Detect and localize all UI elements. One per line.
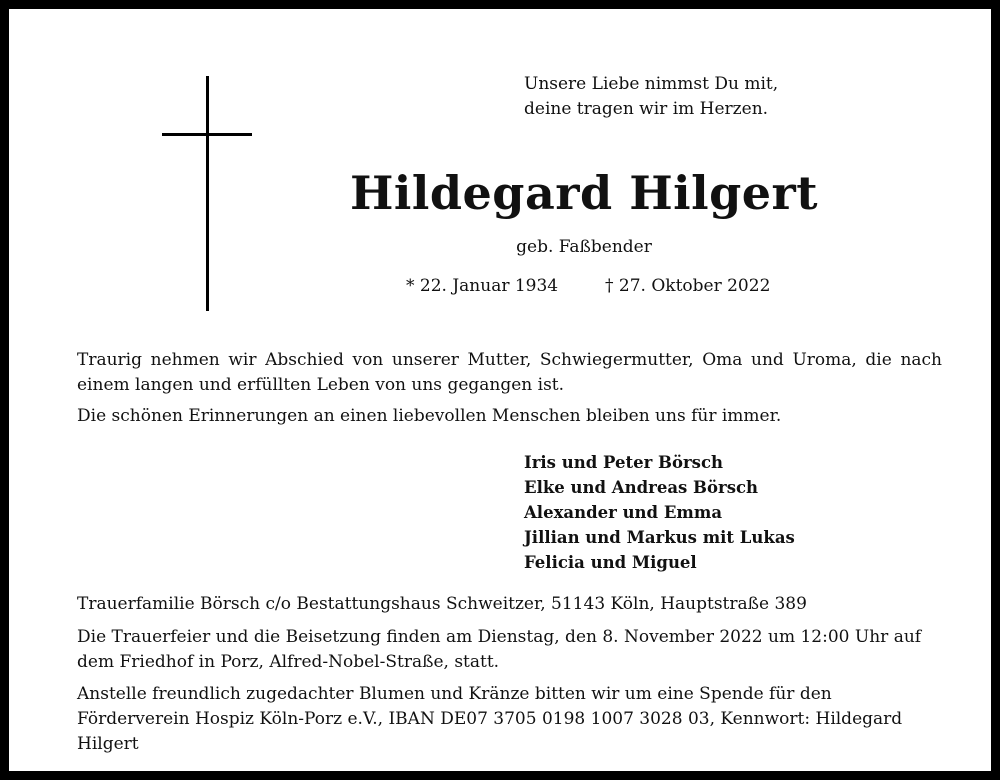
signer-name: Iris und Peter Börsch [524, 453, 723, 472]
cross-vertical-bar [206, 76, 209, 311]
birth-date: * 22. Januar 1934 [406, 276, 559, 296]
signer-name: Felicia und Miguel [524, 553, 697, 572]
birth-name: geb. Faßbender [516, 237, 652, 257]
signer-name: Jillian und Markus mit Lukas [524, 528, 795, 547]
cross-horizontal-bar [162, 133, 252, 136]
memories-paragraph: Die schönen Erinnerungen an einen liebevollen Menschen bleiben uns für immer. [77, 406, 782, 426]
funeral-info: Die Trauerfeier und die Beisetzung finden am Dienstag, den 8. November 2022 um 12:00 Uhr auf dem Friedhof in Porz, Alfred-Nobel-Straße, statt. [77, 627, 922, 672]
signer-name: Elke und Andreas Börsch [524, 478, 759, 497]
motto-line-2: deine tragen wir im Herzen. [524, 99, 769, 119]
signer-name: Alexander und Emma [524, 503, 723, 522]
family-address: Trauerfamilie Börsch c/o Bestattungshaus Schweitzer, 51143 Köln, Hauptstraße 389 [77, 594, 807, 614]
farewell-paragraph: Traurig nehmen wir Abschied von unserer Mutter, Schwiegermutter, Oma und Uroma, die nach einem langen und erfüllten Leben von uns gegangen ist. [77, 350, 942, 395]
deceased-name: Hildegard Hilgert [349, 166, 819, 220]
donation-info: Anstelle freundlich zugedachter Blumen und Kränze bitten wir um eine Spende für den Förderverein Hospiz Köln-Porz e.V., IBAN DE07 3705 0198 1007 3028 03, Kennwort: Hildegard Hilgert [77, 684, 903, 754]
death-date: † 27. Oktober 2022 [605, 276, 771, 296]
motto-verse [524, 72, 778, 122]
signers-list [524, 450, 795, 575]
motto-line-1: Unsere Liebe nimmst Du mit, [524, 74, 779, 94]
